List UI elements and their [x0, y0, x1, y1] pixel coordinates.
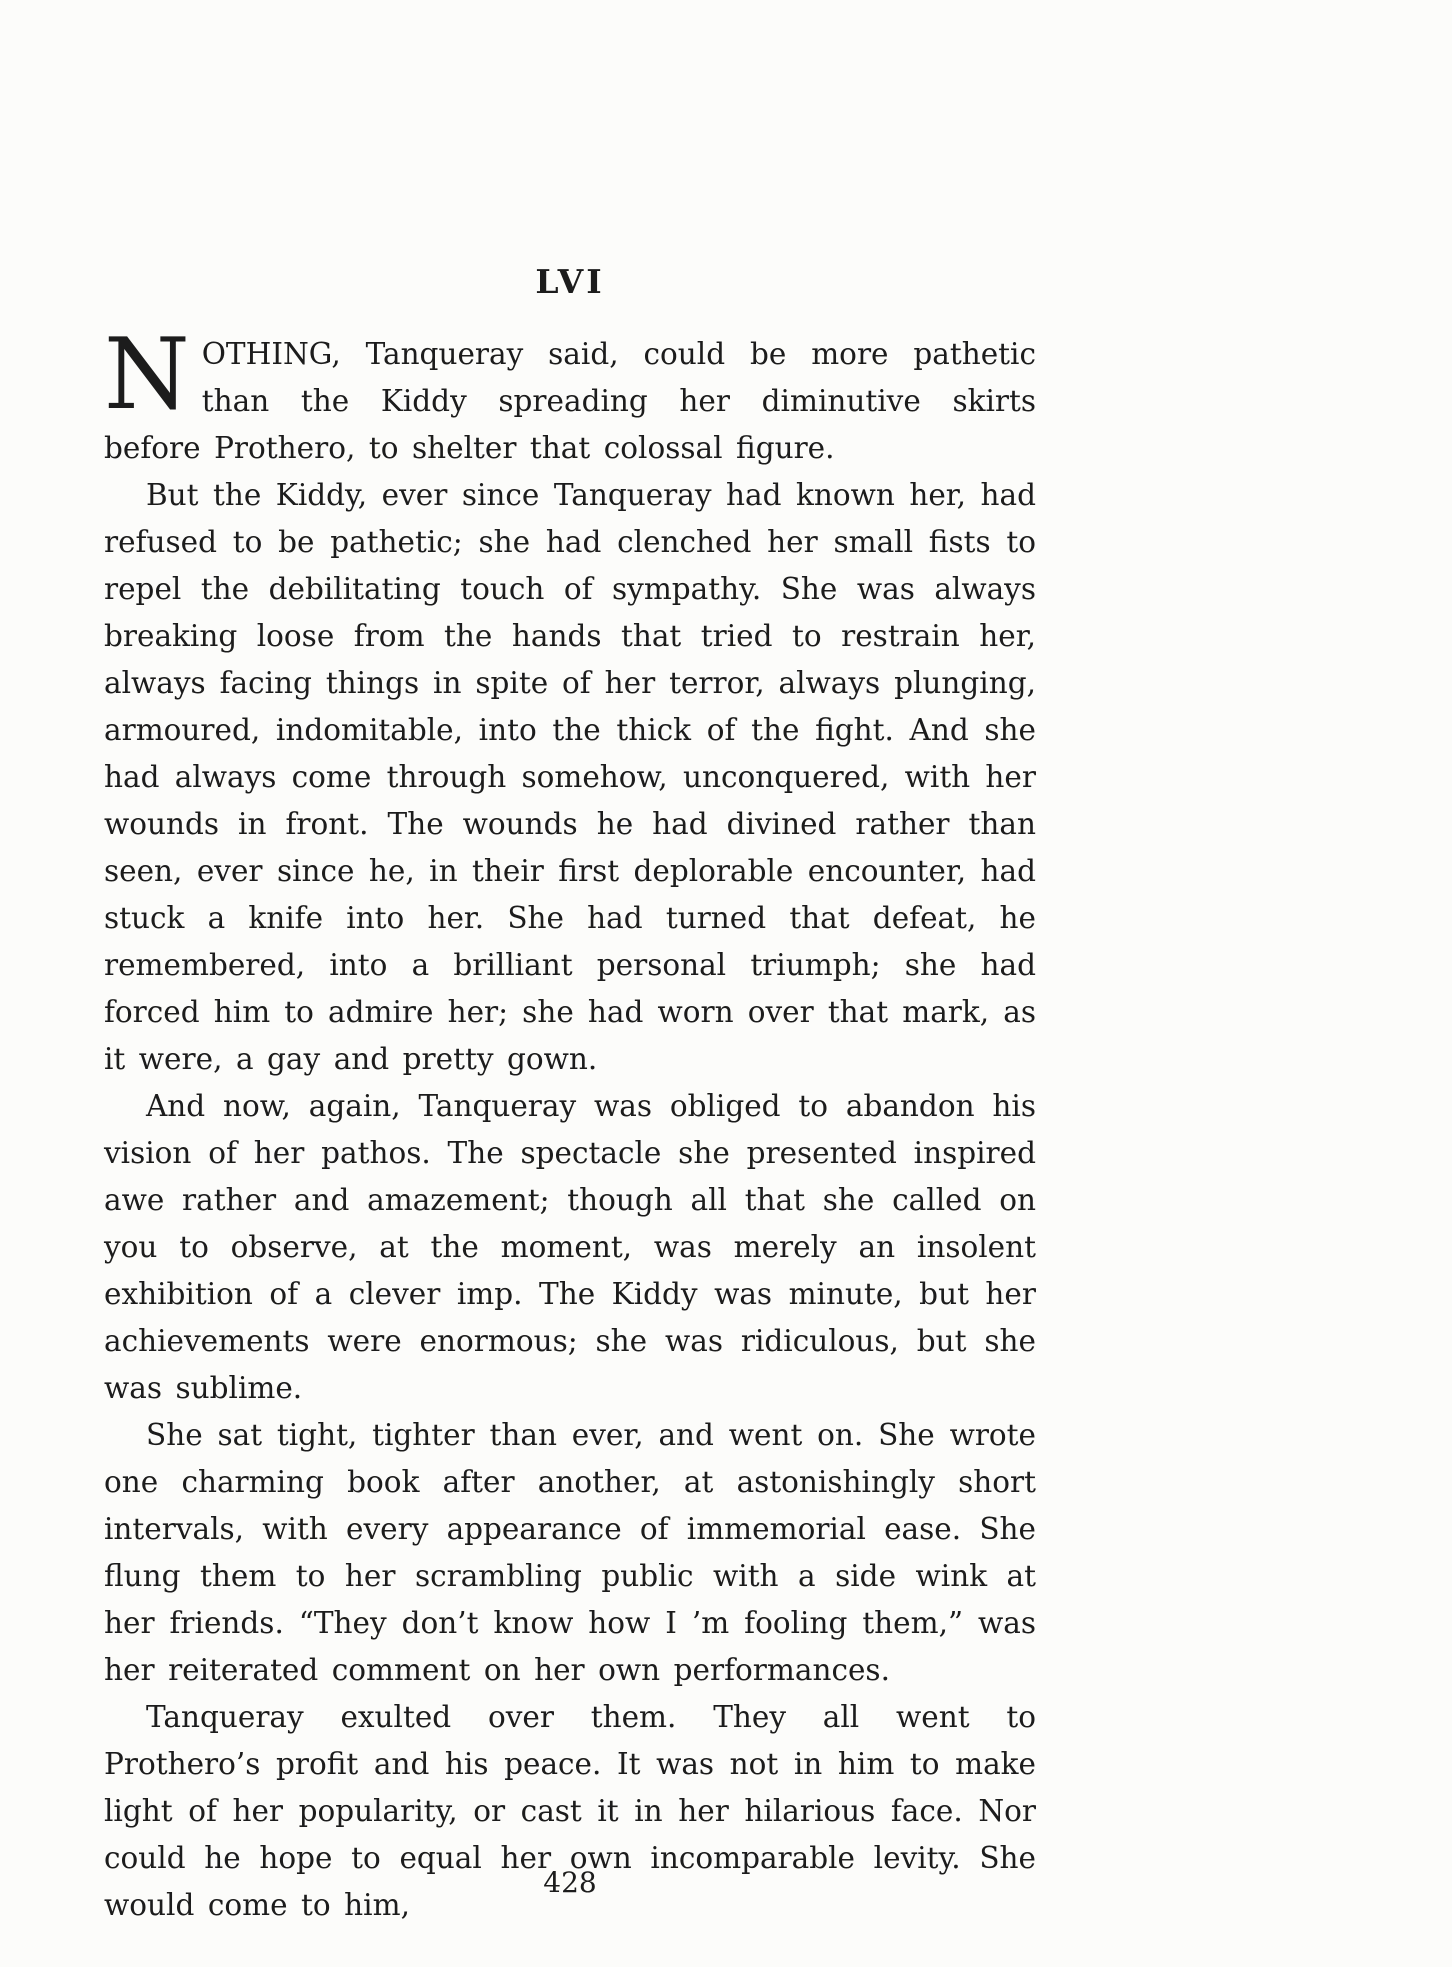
paragraph: But the Kiddy, ever since Tanqueray had known her, had refused to be pathetic; she had clenched her small fists to repel the debilitating touch of sympathy. She was always breaking loose from the hands that tried to restrain her, always facing things in spite of her terror, always plunging, armoured, indomitable, into the thick of the fight. And she had always come through somehow, unconquered, with her wounds in front. The wounds he had divined rather than seen, ever since he, in their first deplorable encounter, had stuck a knife into her. She had turned that defeat, he remembered, into a brilliant personal triumph; she had forced him to admire her; she had worn over that mark, as it were, a gay and pretty gown.: [104, 478, 1036, 1076]
paragraph-opening: [104, 318, 1036, 472]
page-number: 428: [543, 1866, 597, 1899]
paragraph: And now, again, Tanqueray was obliged to abandon his vision of her pathos. The spectacle she presented inspired awe rather and amazement; though all that she called on you to observe, at the moment, was merely an insolent exhibition of a clever imp. The Kiddy was minute, but her achievements were enormous; she was ridiculous, but she was sublime.: [104, 1089, 1036, 1405]
paragraph-opening-text: OTHING, Tanqueray said, could be more pathetic than the Kiddy spreading her diminutive skirts before Prothero, to shelter that colossal figure.: [104, 337, 1036, 465]
drop-cap: N: [104, 318, 190, 432]
paragraph: Tanqueray exulted over them. They all went to Prothero’s profit and his peace. It was not in him to make light of her popularity, or cast it in her hilarious face. Nor could he hope to equal her own incomparable levity. She would come to him,: [104, 1700, 1036, 1922]
chapter-heading: LVI: [535, 262, 605, 301]
text-block: [104, 262, 1036, 1929]
paragraph: She sat tight, tighter than ever, and went on. She wrote one charming book after another, at astonishingly short intervals, with every appearance of immemorial ease. She flung them to her scrambling public with a side wink at her friends. “They don’t know how I ’m fooling them,” was her reiterated comment on her own performances.: [104, 1418, 1036, 1687]
